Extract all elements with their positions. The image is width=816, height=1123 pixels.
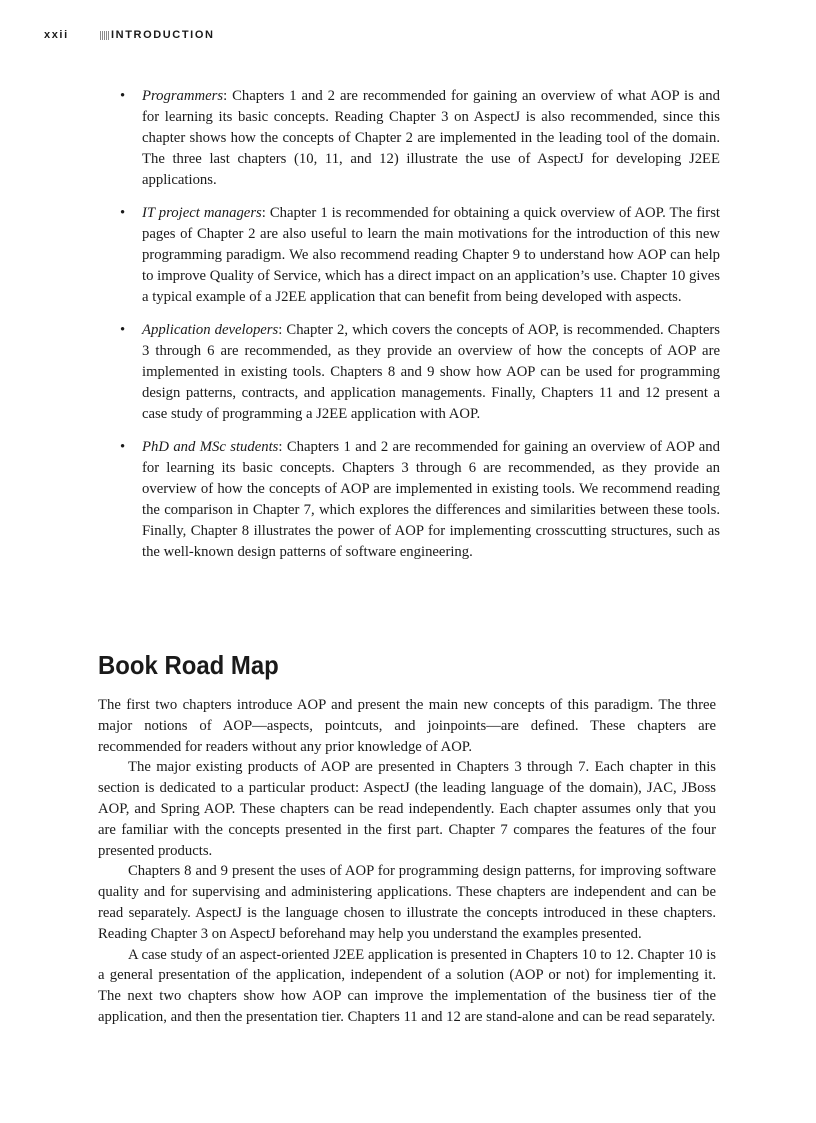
road-map-body [98,695,716,1028]
audience-description: : Chapter 1 is recommended for obtaining a quick overview of AOP. The first pages of Chapter 2 are also useful to learn the main motivations for the introduction of this new programming paradigm. We also recommend reading Chapter 9 to understand how AOP can help to improve Quality of Service, which has a direct impact on an application’s use. Chapter 10 gives a typical example of a J2EE application that can benefit from being developed with aspects. [142,205,720,305]
list-item [120,320,720,425]
paragraph: The first two chapters introduce AOP and present the main new concepts of this paradigm. The three major notions of AOP—aspects, pointcuts, and joinpoints—are defined. These chapters are recommended for readers without any prior knowledge of AOP. [98,697,716,755]
bullet-icon: • [120,88,126,104]
audience-description: : Chapters 1 and 2 are recommended for gaining an overview of what AOP is and for learning its basic concepts. Reading Chapter 3 on AspectJ is also recommended, since this chapter shows how the concepts of Chapter 2 are implemented in the leading tool of the domain. The three last chapters (10, 11, and 12) illustrate the use of AspectJ for developing J2EE applications. [142,88,720,188]
page-number: xxii [44,29,69,41]
paragraph: A case study of an aspect-oriented J2EE application is presented in Chapters 10 to 12. Chapter 10 is a general presentation of the application, independent of a solution (AOP or not) for implementing it. The next two chapters show how AOP can improve the implementation of the business tier of the application, and then the presentation tier. Chapters 11 and 12 are stand-alone and can be read separately. [98,946,716,1025]
section-marker-icon [100,31,109,40]
list-item [120,437,720,563]
running-header [44,29,776,43]
audience-description: : Chapters 1 and 2 are recommended for gaining an overview of AOP and for learning its basic concepts. Chapters 3 through 6 are recommended, as they provide an overview of how the concepts of AOP are implemented in existing tools. We recommend reading the comparison in Chapter 7, which explores the differences and similarities between these tools. Finally, Chapter 8 illustrates the power of AOP for implementing crosscutting structures, such as the well-known design patterns of software engineering. [142,439,720,560]
section-heading: Book Road Map [98,650,279,680]
audience-role: IT project managers [142,205,262,221]
audience-role: Application developers [142,322,279,338]
list-item [120,203,720,308]
audience-role: Programmers [142,88,224,104]
audience-role: PhD and MSc students [142,439,279,455]
audience-description: : Chapter 2, which covers the concepts of AOP, is recommended. Chapters 3 through 6 are recommended, as they provide an overview of how the concepts of AOP are implemented in existing tools. Chapters 8 and 9 show how AOP can be used for programming design patterns, contracts, and application managements. Finally, Chapters 11 and 12 present a case study of programming a J2EE application with AOP. [142,322,720,422]
bullet-icon: • [120,205,126,221]
paragraph: The major existing products of AOP are presented in Chapters 3 through 7. Each chapter in this section is dedicated to a particular product: AspectJ (the leading language of the domain), JAC, JBoss AOP, and Spring AOP. These chapters can be read independently. Each chapter assumes only that you are familiar with the concepts presented in the first part. Chapter 7 compares the features of the four presented products. [98,759,716,859]
list-item [120,86,720,191]
bullet-icon: • [120,322,126,338]
running-title: INTRODUCTION [111,29,215,41]
bullet-icon: • [120,439,126,455]
paragraph: Chapters 8 and 9 present the uses of AOP for programming design patterns, for improving software quality and for supervising and administering applications. These chapters are independent and can be read separately. AspectJ is the language chosen to illustrate the concepts introduced in these chapters. Reading Chapter 3 on AspectJ beforehand may help you understand the examples presented. [98,863,716,942]
reader-audience-list [120,86,720,575]
